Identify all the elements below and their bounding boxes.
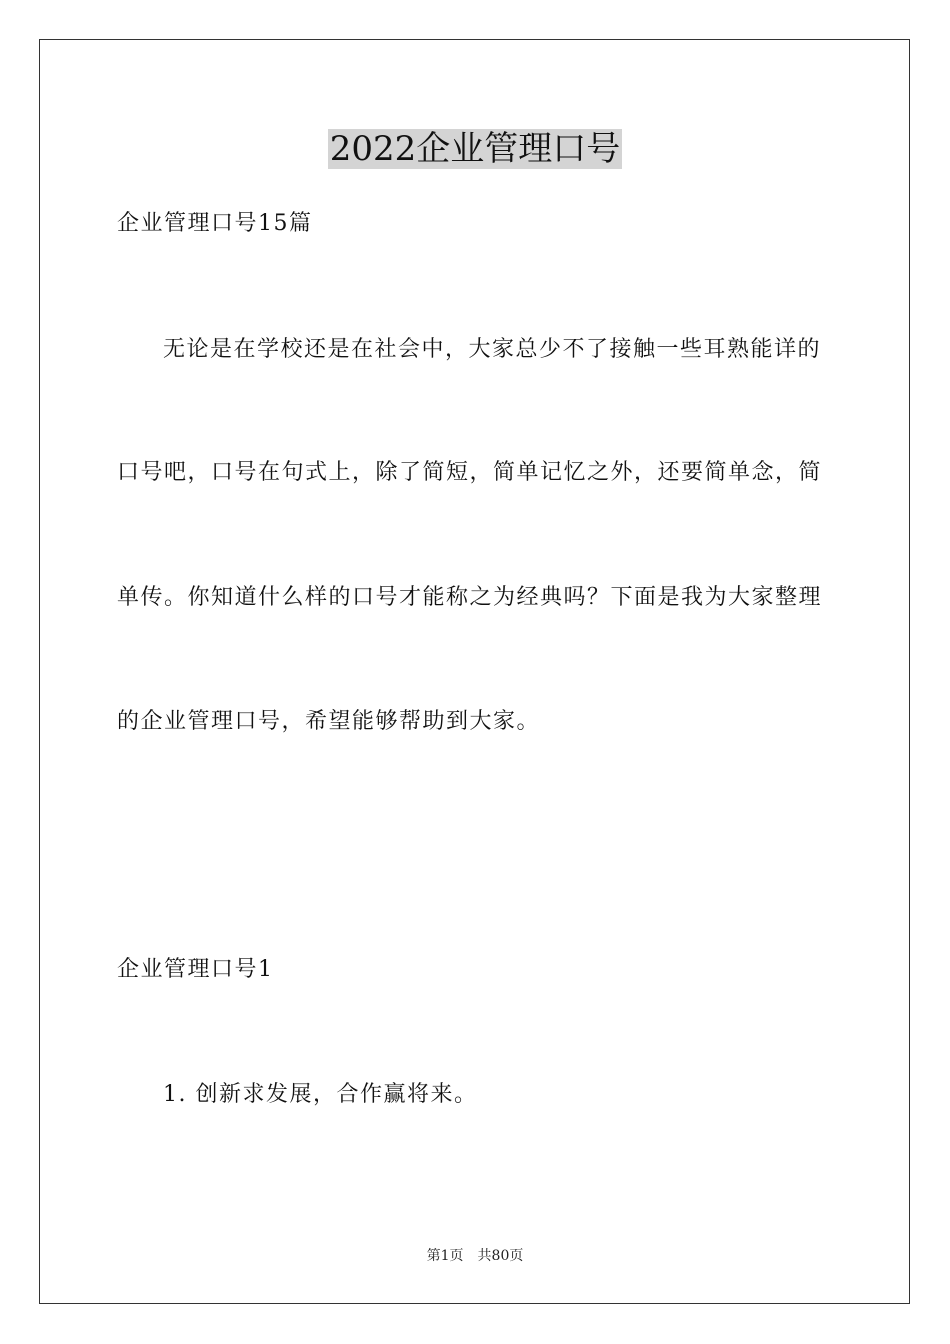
document-subtitle: 企业管理口号15篇 <box>117 211 313 236</box>
page-number: 第1页 <box>426 1248 464 1264</box>
list-item: 1. 创新求发展，合作赢将来。 <box>163 1082 478 1107</box>
page-footer <box>0 1246 950 1266</box>
intro-line-4: 的企业管理口号，希望能够帮助到大家。 <box>117 709 541 734</box>
intro-line-1: 无论是在学校还是在社会中，大家总少不了接触一些耳熟能详的 <box>163 337 822 362</box>
document-title <box>0 127 950 171</box>
intro-line-3: 单传。你知道什么样的口号才能称之为经典吗？下面是我为大家整理 <box>117 585 823 610</box>
document-title-text: 2022企业管理口号 <box>329 129 621 169</box>
intro-line-2: 口号吧，口号在句式上，除了简短，简单记忆之外，还要简单念，简 <box>117 460 823 485</box>
page-total: 共80页 <box>477 1248 524 1264</box>
section-heading: 企业管理口号1 <box>117 957 274 982</box>
